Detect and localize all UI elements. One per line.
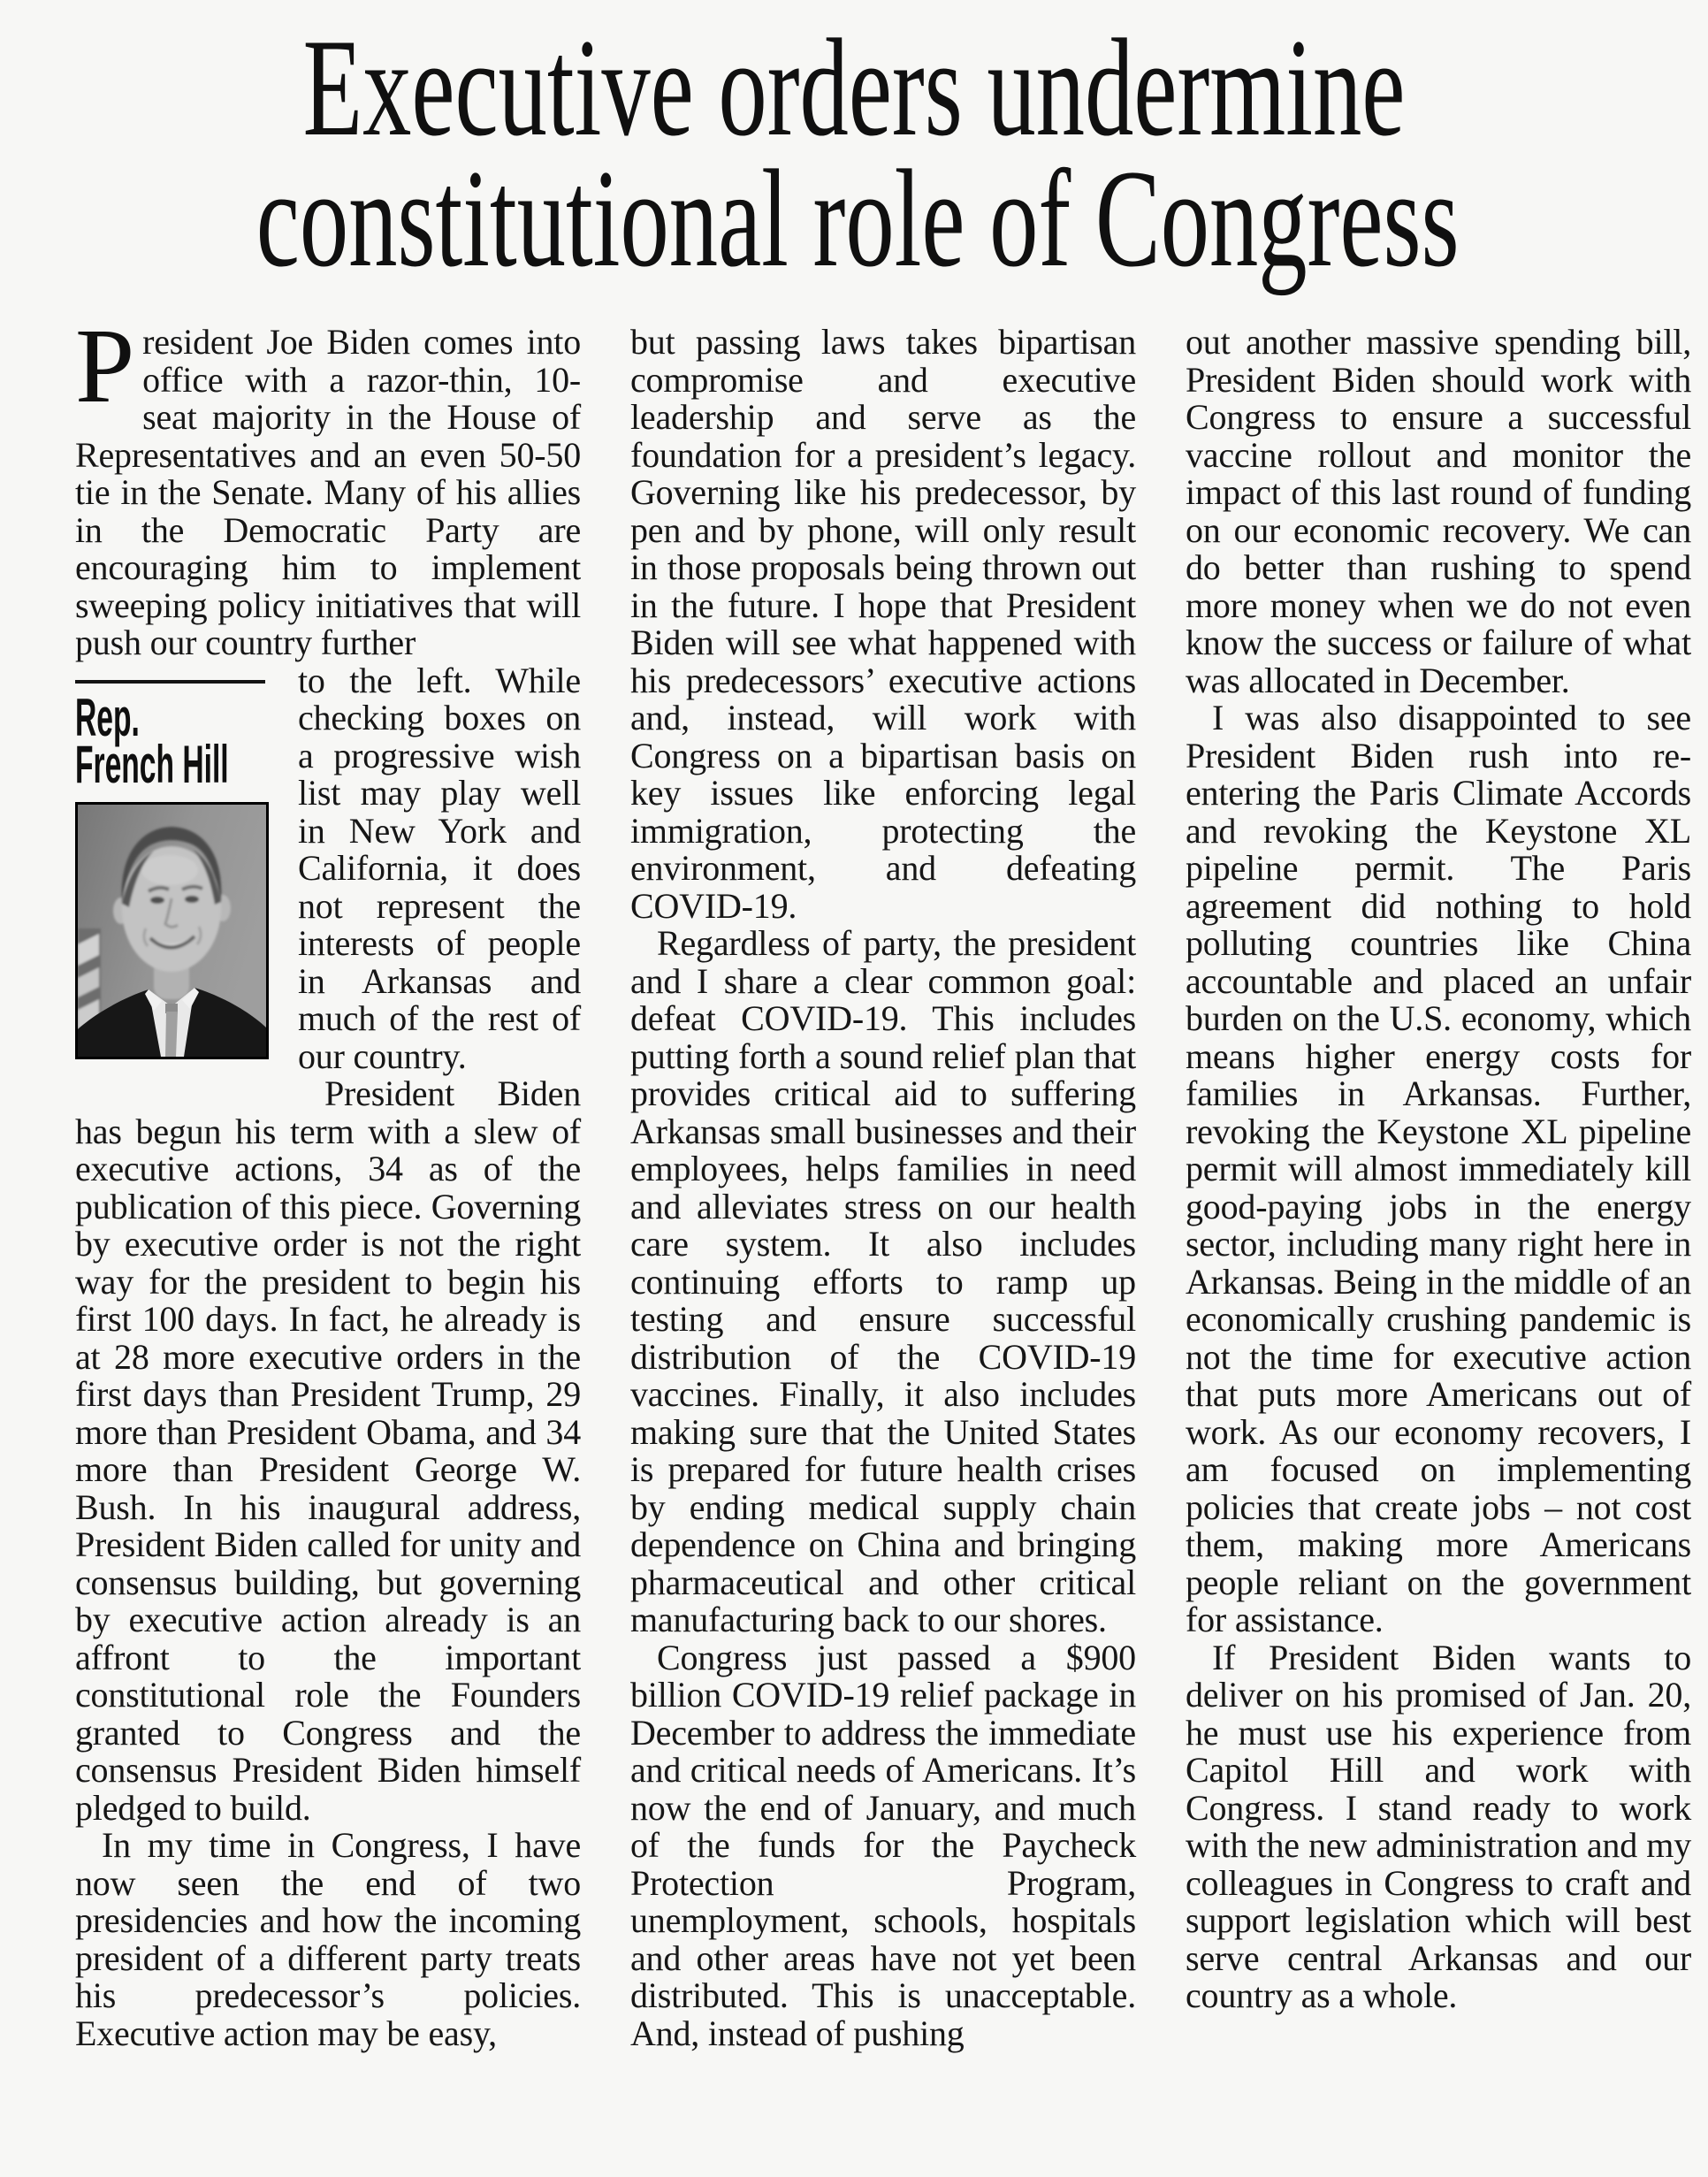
- paragraph: I was also disappointed to see President Biden rush into re-entering the Paris Climate Accords and revoking the Keystone XL pipeline permit. The Paris agreement did nothing to hold polluting countries like China accountable and placed an unfair burden on the U.S. economy, which means higher energy costs for families in Arkansas. Further, revoking the Keystone XL pipeline permit will almost immediately kill good-paying jobs in the energy sector, including many right here in Arkansas. Being in the middle of an economically crushing pandemic is not the time for executive action that puts more Americans out of work. As our economy recovers, I am focused on implementing policies that create jobs – not cost them, making more Americans people reliant on the government for assistance.: [1186, 698, 1691, 1639]
- paragraph-lead: [75, 307, 581, 662]
- headline-line-1: Executive orders undermine: [302, 11, 1406, 165]
- paragraph: to the left. While checking boxes on a progressive wish list may play well in New York and California, it does not represent the interests of people in Arkansas and much of the rest of our country.: [298, 660, 581, 1076]
- article-columns: [0, 307, 1708, 2053]
- portrait-illustration: [78, 805, 266, 1057]
- column-3: [1186, 324, 1691, 2052]
- byline-rule: [75, 680, 265, 684]
- paragraph: but passing laws takes bipartisan compromise and executive leadership and serve as the foundation for a president’s legacy. Governing like his predecessor, by pen and by phone, will only result in those proposals being thrown out in the future. I hope that President Biden will see what happened with his predecessors’ executive actions and, instead, will work with Congress on a bipartisan basis on key issues like enforcing legal immigration, protecting the environment, and defeating COVID-19.: [630, 322, 1136, 926]
- headline-line-2: constitutional role of Congress: [255, 141, 1460, 296]
- column-1: [75, 307, 581, 2053]
- paragraph: In my time in Congress, I have now seen the end of two presidencies and how the incoming president of a different party treats his predecessor’s policies. Executive action may be easy,: [75, 1825, 581, 2053]
- byline-name: French Hill: [75, 734, 229, 794]
- paragraph: out another massive spending bill, President Biden should work with Congress to ensure a successful vaccine rollout and monitor the impact of this last round of funding on our economic recovery. We can do better than rushing to spend more money when we do not even know the success or failure of what was allocated in December.: [1186, 322, 1691, 700]
- paragraph: If President Biden wants to deliver on his promised of Jan. 20, he must use his experience from Capitol Hill and work with Congress. I stand ready to work with the new administration and my colleagues in Congress to craft and support legislation which will best serve central Arkansas and our country as a whole.: [1186, 1637, 1691, 2015]
- column-2: [630, 324, 1136, 2052]
- byline-block: [75, 680, 265, 1059]
- portrait-photo: [75, 802, 269, 1059]
- drop-cap: P: [75, 307, 135, 425]
- paragraph: Congress just passed a $900 billion COVID-19 relief package in December to address the immediate and critical needs of Americans. It’s now the end of January, and much of the funds for the Paycheck Protection Program, unemployment, schools, hospitals and other areas have not yet been distributed. This is unacceptable. And, instead of pushing: [630, 1637, 1136, 2053]
- article-headline: [0, 0, 1708, 296]
- paragraph-lead-text: resident Joe Biden comes into office with a razor-thin, 10-seat majority in the House of Representatives and an even 50-50 tie in the Senate. Many of his allies in the Democratic Party are encouraging him to implement sweeping policy initiatives that will push our country further: [75, 322, 581, 662]
- byline-title: Rep.: [75, 687, 140, 747]
- paragraph: Regardless of party, the president and I share a clear common goal: defeat COVID-19. This includes putting forth a sound relief plan that provides critical aid to suffering Arkansas small businesses and their employees, helps families in need and alleviates stress on our health care system. It also includes continuing efforts to ramp up testing and ensure successful distribution of the COVID-19 vaccines. Finally, it also includes making sure that the United States is prepared for future health crises by ending medical supply chain dependence on China and bringing pharmaceutical and other critical manufacturing back to our shores.: [630, 923, 1136, 1639]
- paragraph: President Biden has begun his term with a slew of executive actions, 34 as of the publication of this piece. Governing by executive order is not the right way for the president to begin his first 100 days. In fact, he already is at 28 more executive orders in the first days than President Trump, 29 more than President Obama, and 34 more than President George W. Bush. In his inaugural address, President Biden called for unity and consensus building, but governing by executive action already is an affront to the important constitutional role the Founders granted to Congress and the consensus President Biden himself pledged to build.: [75, 1073, 581, 1828]
